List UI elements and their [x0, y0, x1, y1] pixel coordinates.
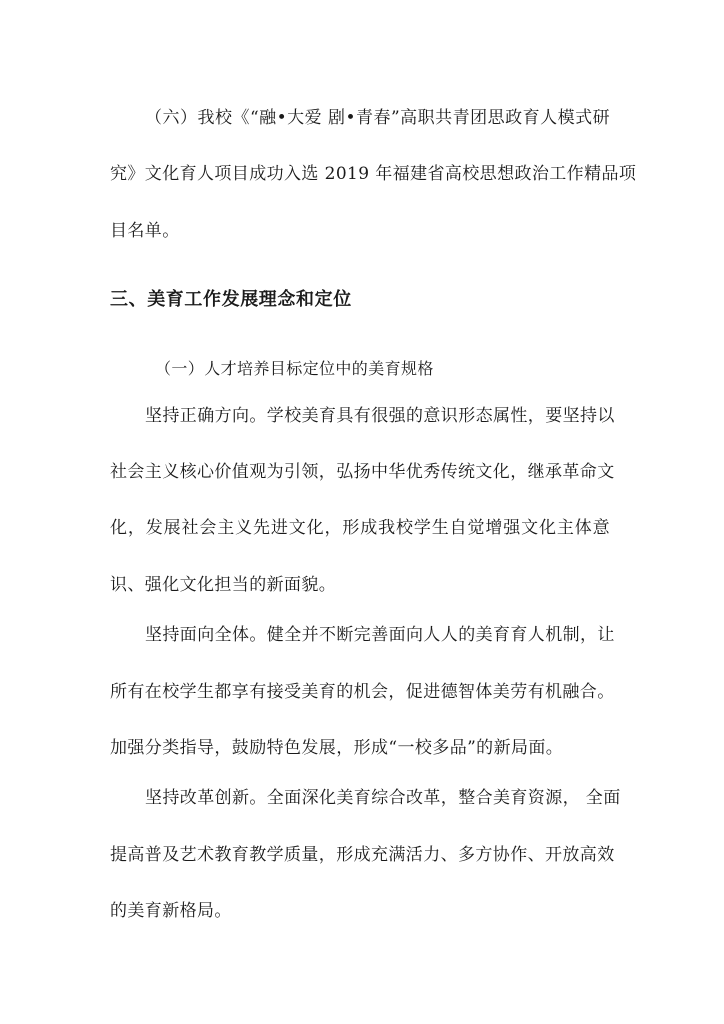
- paragraph-6-line-3: 目名单。: [110, 221, 180, 241]
- reform-line-1: 坚持改革创新。全面深化美育综合改革，整合美育资源， 全面: [145, 788, 621, 808]
- paragraph-6-line-2: 究》文化育人项目成功入选 2019 年福建省高校思想政治工作精品项: [110, 164, 637, 184]
- everyone-line-1: 坚持面向全体。健全并不断完善面向人人的美育育人机制，让: [145, 625, 615, 645]
- direction-line-4: 识、强化文化担当的新面貌。: [110, 575, 337, 595]
- direction-line-1: 坚持正确方向。学校美育具有很强的意识形态属性，要坚持以: [145, 406, 615, 426]
- section-3-heading: 三、美育工作发展理念和定位: [110, 289, 352, 310]
- direction-line-2: 社会主义核心价值观为引领，弘扬中华优秀传统文化，继承革命文: [110, 462, 615, 482]
- paragraph-6-line-1: （六）我校《“融•大爱 剧•青春”高职共青团思政育人模式研: [145, 108, 610, 128]
- reform-line-2: 提高普及艺术教育教学质量，形成充满活力、多方协作、开放高效: [110, 845, 615, 865]
- direction-line-3: 化，发展社会主义先进文化，形成我校学生自觉增强文化主体意: [110, 518, 610, 538]
- everyone-line-3: 加强分类指导，鼓励特色发展，形成“一校多品”的新局面。: [110, 738, 564, 758]
- subsection-1-heading: （一）人才培养目标定位中的美育规格: [155, 359, 434, 378]
- everyone-line-2: 所有在校学生都享有接受美育的机会，促进德智体美劳有机融合。: [110, 682, 615, 702]
- reform-line-3: 的美育新格局。: [110, 901, 232, 921]
